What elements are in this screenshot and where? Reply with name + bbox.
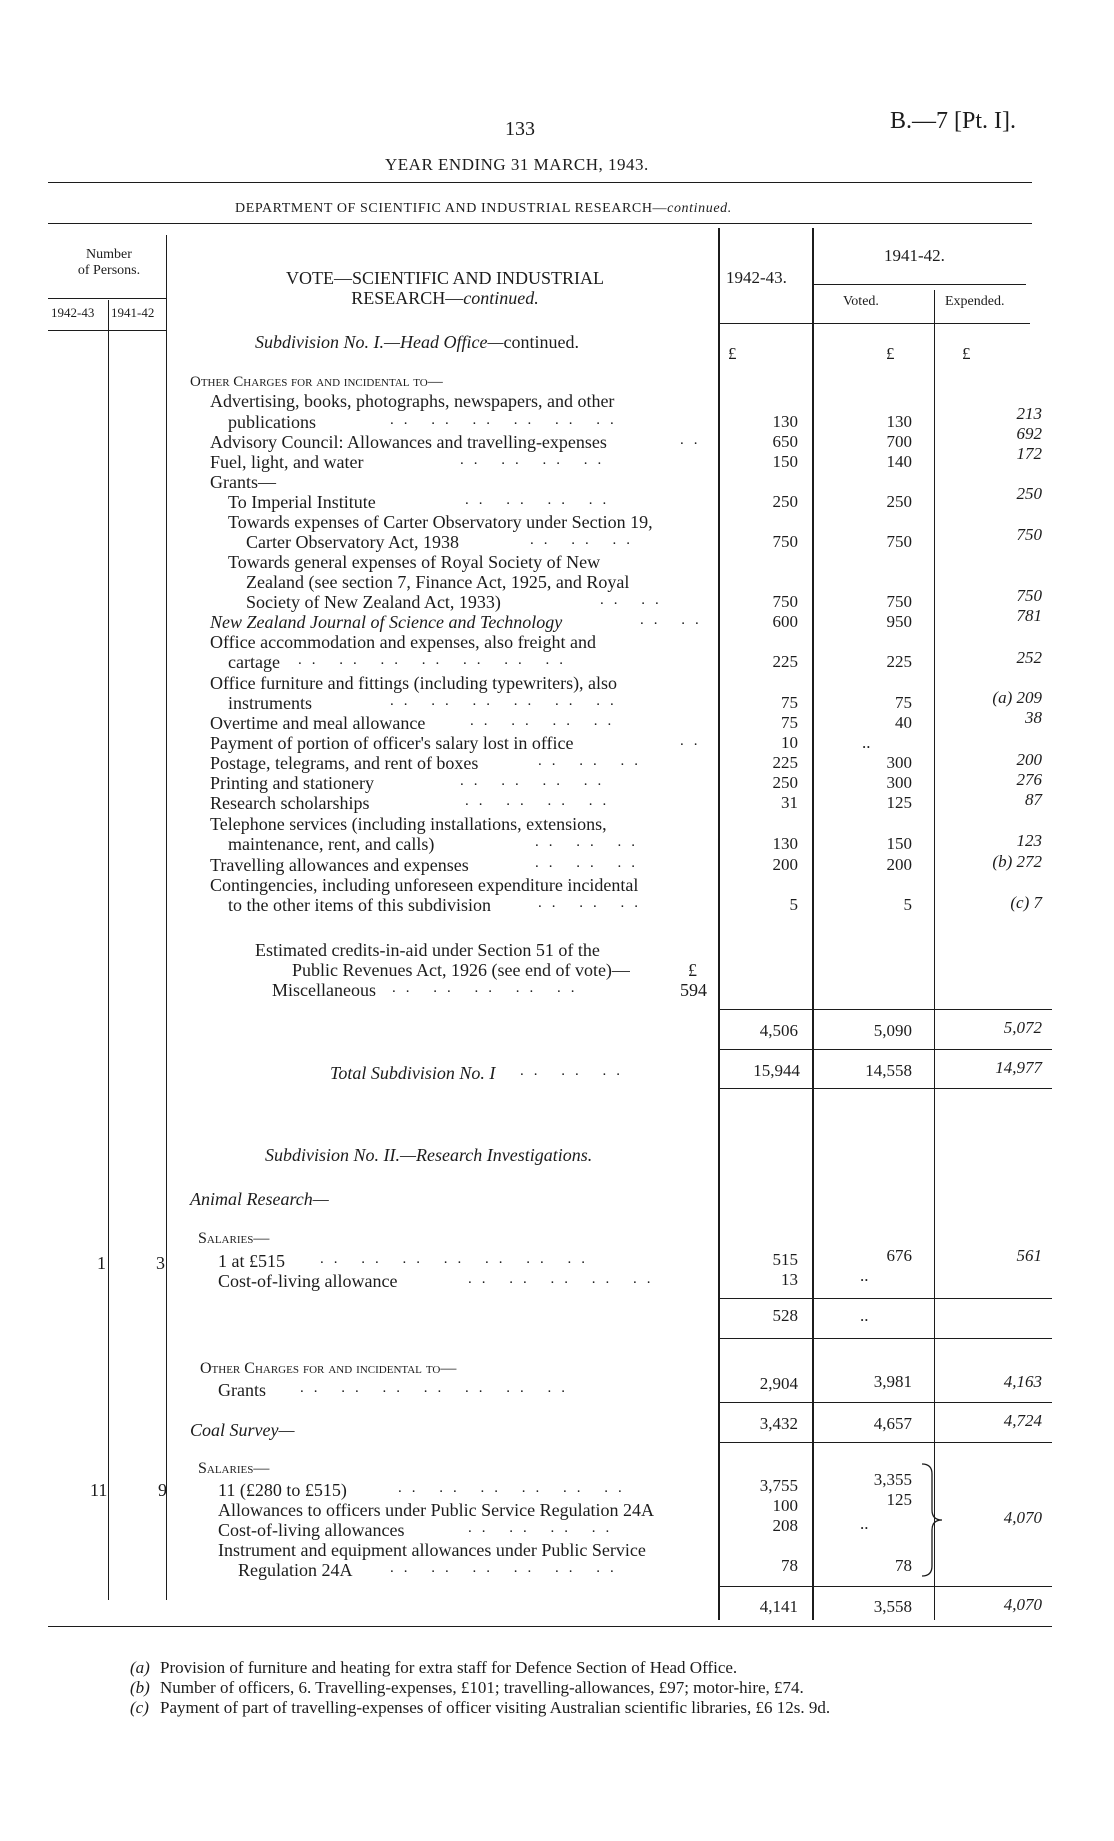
amount-voted: 300: [886, 753, 912, 772]
footnote-a: Provision of furniture and heating for extra staff for Defence Section of Head Office.: [160, 1658, 738, 1677]
item-telephone-l2: maintenance, rent, and calls): [228, 834, 435, 854]
leader-dots: .. .. ..: [535, 834, 645, 850]
coal-col-1942: 208: [772, 1516, 798, 1535]
sub1-total-expended: 14,977: [995, 1058, 1042, 1077]
item-salary-lost: Payment of portion of officer's salary lost in office: [210, 733, 574, 753]
sub1-subtotal-voted: 5,090: [873, 1021, 912, 1040]
leader-dots: .. .. ..: [538, 753, 648, 769]
item-office-accom-l2: cartage: [228, 652, 280, 672]
vote-title-continued: continued.: [463, 288, 539, 308]
coal-instrument-l1: Instrument and equipment allowances under Public Service: [218, 1540, 646, 1560]
amount-1942: 200: [772, 855, 798, 874]
amount-voted: 950: [886, 612, 912, 631]
item-furniture-l1: Office furniture and fittings (including typewriters), also: [210, 673, 618, 693]
amount-1942: 600: [772, 612, 798, 631]
amount-voted: 250: [886, 492, 912, 511]
item-contingencies-l1: Contingencies, including unforeseen expenditure incidental: [210, 875, 639, 895]
col-1942-left-rule: [718, 228, 720, 1620]
animal-grants-voted: 3,981: [873, 1372, 912, 1391]
department-title: [235, 201, 732, 217]
item-contingencies-l2: to the other items of this subdivision: [228, 895, 491, 915]
amount-expended: 750: [1016, 586, 1042, 605]
item-scholarships: Research scholarships: [210, 793, 370, 813]
col-expended-left-rule: [934, 290, 935, 1620]
persons-divider: [108, 300, 109, 1600]
amount-1942: 750: [772, 592, 798, 611]
persons-heading: [55, 247, 163, 279]
sub1-total-label: Total Subdivision No. I: [330, 1063, 496, 1083]
animal-total-rule-bottom: [718, 1442, 1052, 1443]
coal-bracket-expended: 4,070: [1003, 1508, 1042, 1527]
amount-voted: 40: [895, 713, 912, 732]
animal-subtotal-rule: [718, 1298, 1052, 1299]
sub1-total-voted: 14,558: [865, 1061, 912, 1080]
animal-salaries-heading: Salaries—: [198, 1230, 270, 1247]
item-telephone-l1: Telephone services (including installations, extensions,: [210, 814, 607, 834]
animal-salary-1: 1 at £515: [218, 1251, 285, 1271]
animal-salary-expended: 561: [1016, 1246, 1042, 1265]
col-heading-1942: 1942-43.: [726, 268, 787, 287]
coal-instrument-voted: 78: [895, 1556, 912, 1575]
credits-line-3: Miscellaneous: [272, 980, 376, 1000]
col-voted-left-rule: [812, 228, 814, 1620]
amount-expended: 213: [1016, 404, 1042, 423]
amount-voted: 130: [886, 412, 912, 431]
animal-cost-of-living: Cost-of-living allowance: [218, 1271, 398, 1291]
item-grants: Grants—: [210, 472, 276, 492]
subtotal-rule-top: [718, 1009, 1052, 1010]
vote-title-line-2: RESEARCH—: [351, 288, 464, 308]
coal-salary-1942: 3,755: [759, 1476, 798, 1495]
amount-voted: 750: [886, 532, 912, 551]
footnote-mark-a: (a): [130, 1658, 150, 1677]
credits-amount: 594: [680, 980, 707, 1000]
sub1-heading-continued: continued.: [503, 332, 579, 352]
coal-salaries-heading: Salaries—: [198, 1460, 270, 1477]
coal-salary-range: 11 (£280 to £515): [218, 1480, 347, 1500]
amount-expended: 692: [1016, 424, 1042, 443]
leader-dots: .. .. .. .. .. .. ..: [320, 1251, 595, 1267]
amount-expended: 123: [1016, 831, 1042, 850]
animal-total-1942: 3,432: [759, 1414, 798, 1433]
animal-col-voted: ..: [860, 1266, 869, 1285]
amount-expended: 172: [1016, 444, 1042, 463]
amount-expended: 276: [1016, 770, 1042, 789]
coal-persons-1941: 9: [158, 1480, 167, 1500]
item-advertising-l1: Advertising, books, photographs, newspapers, and other: [210, 391, 615, 411]
coal-allowances-voted: 125: [886, 1490, 912, 1509]
sub1-other-charges: Other Charges for and incidental to—: [190, 374, 443, 390]
coal-total-rule: [718, 1586, 1052, 1587]
leader-dots: .. ..: [600, 592, 669, 608]
persons-year-1941: 1941-42: [111, 305, 155, 320]
coal-instrument-1942: 78: [781, 1556, 798, 1575]
subtotal-rule-bottom: [718, 1049, 1052, 1050]
animal-total-expended: 4,724: [1003, 1411, 1042, 1430]
leader-dots: .. .. .. .. .. ..: [398, 1480, 632, 1496]
amount-voted: 150: [886, 834, 912, 853]
coal-persons-1942: 11: [90, 1480, 108, 1500]
sub1-subtotal-1942: 4,506: [759, 1021, 798, 1040]
persons-year-1942: 1942-43: [51, 305, 95, 320]
col-heading-1941: 1941-42.: [884, 246, 945, 265]
coal-total-1942: 4,141: [759, 1597, 798, 1616]
item-imperial: To Imperial Institute: [228, 492, 376, 512]
leader-dots: .. .. .. .. .. ..: [390, 1560, 624, 1576]
amount-voted: 125: [886, 793, 912, 812]
amount-voted: 140: [886, 452, 912, 471]
leader-dots: ..: [680, 432, 708, 448]
animal-total-rule: [718, 1402, 1052, 1403]
page-number: 133: [505, 118, 535, 140]
leader-dots: .. .. .. ..: [465, 492, 617, 508]
coal-total-voted: 3,558: [873, 1597, 912, 1616]
leader-dots: .. .. .. .. .. .. ..: [298, 652, 573, 668]
footnote-c: Payment of part of travelling-expenses of officer visiting Australian scientific libraries, £6 12s. 9d.: [160, 1698, 831, 1717]
amount-expended: 781: [1016, 606, 1042, 625]
amount-voted: 700: [886, 432, 912, 451]
amount-expended: (a) 209: [992, 688, 1042, 707]
amount-1942: 150: [772, 452, 798, 471]
animal-grants-1942: 2,904: [759, 1374, 798, 1393]
vote-title: [180, 268, 710, 308]
animal-subtotal-voted: ..: [860, 1306, 869, 1325]
item-carter-l1: Towards expenses of Carter Observatory under Section 19,: [228, 512, 653, 532]
pound-sign-voted: £: [886, 344, 895, 363]
footnote-mark-b: (b): [130, 1678, 150, 1697]
amount-voted: 200: [886, 855, 912, 874]
item-travelling: Travelling allowances and expenses: [210, 855, 469, 875]
department-continued: continued.: [667, 201, 732, 216]
amount-1942: 130: [772, 834, 798, 853]
amount-expended: 252: [1016, 648, 1042, 667]
coal-instrument-l2: Regulation 24A: [238, 1560, 353, 1580]
animal-persons-1941: 3: [156, 1253, 165, 1273]
animal-subtotal-rule-bottom: [718, 1338, 1052, 1339]
amount-1942: 250: [772, 492, 798, 511]
leader-dots: .. .. .. ..: [470, 713, 622, 729]
col-1941-under-rule: [814, 284, 1026, 285]
leader-dots: .. .. .. .. ..: [392, 980, 585, 996]
leader-dots: .. .. ..: [520, 1063, 630, 1079]
leader-dots: .. .. .. .. .. ..: [390, 412, 624, 428]
leader-dots: .. ..: [640, 612, 709, 628]
leader-dots: .. .. .. .. .. .. ..: [300, 1380, 575, 1396]
coal-total-expended: 4,070: [1003, 1595, 1042, 1614]
leader-dots: .. .. ..: [530, 532, 640, 548]
amount-1942: 75: [781, 693, 798, 712]
amount-1942: 75: [781, 713, 798, 732]
amount-expended: (c) 7: [1010, 893, 1042, 912]
amount-1942: 650: [772, 432, 798, 451]
department-name: DEPARTMENT OF SCIENTIFIC AND INDUSTRIAL RESEARCH—: [235, 201, 668, 216]
pound-sign-1942: £: [728, 344, 737, 363]
coal-salary-voted: 3,355: [873, 1470, 912, 1489]
leader-dots: .. .. .. ..: [468, 1520, 620, 1536]
amount-1942: 750: [772, 532, 798, 551]
item-furniture-l2: instruments: [228, 693, 312, 713]
amount-expended: 87: [1025, 790, 1042, 809]
amount-expended: (b) 272: [992, 852, 1042, 871]
coal-survey-heading: Coal Survey—: [190, 1420, 295, 1440]
persons-head-line-1: Number: [86, 247, 132, 262]
item-royal-l3: Society of New Zealand Act, 1933): [246, 592, 501, 612]
leader-dots: .. .. .. .. .. ..: [390, 693, 624, 709]
persons-head-line-2: of Persons.: [77, 263, 141, 278]
animal-grants-expended: 4,163: [1003, 1372, 1042, 1391]
sub2-heading: Subdivision No. II.—Research Investigations.: [265, 1145, 593, 1165]
document-reference: B.—7 [Pt. I].: [890, 108, 1016, 134]
item-postage: Postage, telegrams, and rent of boxes: [210, 753, 479, 773]
animal-salary-1942: 515: [772, 1250, 798, 1269]
coal-col-voted: ..: [860, 1514, 869, 1533]
item-carter-l2: Carter Observatory Act, 1938: [246, 532, 459, 552]
sub1-heading-text: Subdivision No. I.—Head Office—: [255, 332, 504, 352]
sub1-subtotal-expended: 5,072: [1003, 1018, 1042, 1037]
leader-dots: .. .. ..: [535, 855, 645, 871]
item-fuel: Fuel, light, and water: [210, 452, 364, 472]
leader-dots: .. .. .. ..: [465, 793, 617, 809]
animal-grants: Grants: [218, 1380, 266, 1400]
leader-dots: .. .. .. ..: [460, 773, 612, 789]
amount-1942: 5: [789, 895, 798, 914]
amount-voted: 75: [895, 693, 912, 712]
animal-persons-1942: 1: [97, 1253, 106, 1273]
amount-voted: ..: [862, 733, 871, 752]
amount-voted: 225: [886, 652, 912, 671]
credits-pound: £: [688, 960, 697, 980]
amount-1942: 225: [772, 753, 798, 772]
animal-other-charges: Other Charges for and incidental to—: [200, 1360, 457, 1377]
footnote-b: Number of officers, 6. Travelling-expenses, £101; travelling-allowances, £97; motor-hire, £74.: [160, 1678, 804, 1697]
leader-dots: .. .. .. ..: [460, 452, 612, 468]
animal-subtotal-1942: 528: [772, 1306, 798, 1325]
sub1-total-1942: 15,944: [753, 1061, 800, 1080]
item-printing: Printing and stationery: [210, 773, 374, 793]
amount-1942: 225: [772, 652, 798, 671]
sub1-heading: [255, 332, 579, 353]
credits-line-1: Estimated credits-in-aid under Section 51 of the: [255, 940, 600, 960]
amount-1942: 31: [781, 793, 798, 812]
amount-expended: 200: [1016, 750, 1042, 769]
total-rule: [718, 1088, 1052, 1089]
animal-salary-voted: 676: [886, 1246, 912, 1265]
col-heading-expended: Expended.: [945, 294, 1005, 309]
amount-voted: 750: [886, 592, 912, 611]
persons-year-rule: [48, 330, 166, 331]
year-title: YEAR ENDING 31 MARCH, 1943.: [385, 155, 649, 174]
persons-head-rule: [48, 298, 166, 299]
table-bottom-rule: [48, 1626, 1052, 1627]
amount-1942: 10: [781, 733, 798, 752]
leader-dots: .. .. .. .. ..: [468, 1271, 661, 1287]
amount-voted: 5: [903, 895, 912, 914]
item-advisory: Advisory Council: Allowances and travelling-expenses: [210, 432, 607, 452]
item-journal: New Zealand Journal of Science and Technology: [210, 612, 563, 632]
coal-cost-of-living: Cost-of-living allowances: [218, 1520, 405, 1540]
persons-right-rule: [166, 235, 167, 1600]
department-rule: [48, 223, 1032, 224]
item-advertising-l2: publications: [228, 412, 316, 432]
amount-1942: 250: [772, 773, 798, 792]
animal-total-voted: 4,657: [873, 1414, 912, 1433]
coal-allowances-1942: 100: [772, 1496, 798, 1515]
item-royal-l2: Zealand (see section 7, Finance Act, 1925, and Royal: [246, 572, 630, 592]
item-overtime: Overtime and meal allowance: [210, 713, 426, 733]
col-head-bottom-rule: [718, 323, 1030, 324]
leader-dots: .. .. ..: [538, 895, 648, 911]
leader-dots: ..: [680, 733, 708, 749]
header-rule: [48, 182, 1032, 183]
pound-sign-expended: £: [962, 344, 971, 363]
vote-title-line-1: VOTE—SCIENTIFIC AND INDUSTRIAL: [286, 268, 604, 288]
item-office-accom-l1: Office accommodation and expenses, also freight and: [210, 632, 597, 652]
footnote-mark-c: (c): [130, 1698, 149, 1717]
amount-voted: 300: [886, 773, 912, 792]
col-heading-voted: Voted.: [843, 294, 879, 309]
amount-expended: 750: [1016, 525, 1042, 544]
credits-line-2: Public Revenues Act, 1926 (see end of vote)—: [292, 960, 630, 980]
item-royal-l1: Towards general expenses of Royal Society of New: [228, 552, 601, 572]
animal-research-heading: Animal Research—: [190, 1189, 329, 1209]
amount-expended: 38: [1025, 708, 1042, 727]
coal-allowances: Allowances to officers under Public Service Regulation 24A: [218, 1500, 655, 1520]
amount-1942: 130: [772, 412, 798, 431]
amount-expended: 250: [1016, 484, 1042, 503]
animal-col-1942: 13: [781, 1270, 798, 1289]
